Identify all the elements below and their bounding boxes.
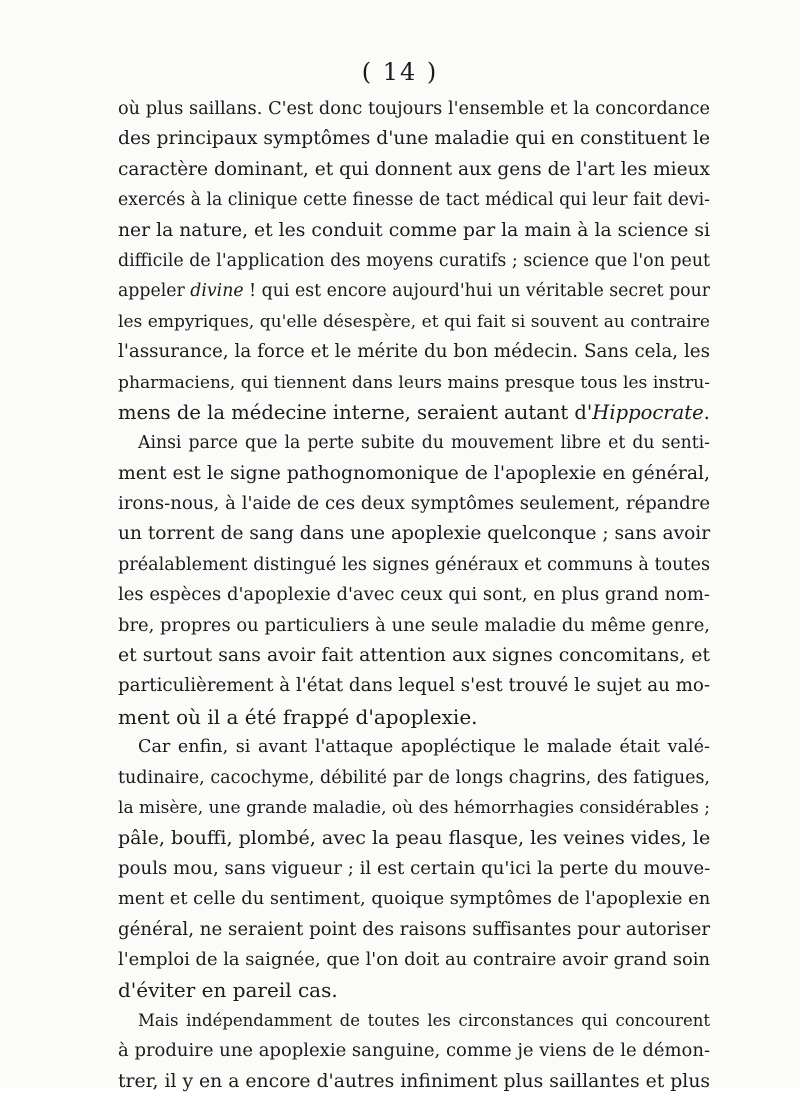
text-line: ment et celle du sentiment, quoique symptômes de l'apoplexie en [118,888,711,910]
text-line: mens de la médecine interne, seraient autant d'Hippocrate. [118,400,710,424]
text-line: général, ne seraient point des raisons suffisantes pour autoriser [118,918,711,940]
italic-emphasis: divine [190,281,244,302]
body-text [118,94,710,1097]
text-line: pouls mou, sans vigueur ; il est certain qu'ici la perte du mouve- [118,857,711,879]
text-line: trer, il y en a encore d'autres infiniment plus saillantes et plus [118,1070,711,1092]
text-line: Ainsi parce que la perte subite du mouvement libre et du senti- [138,433,710,454]
page-number: ( 14 ) [361,58,439,86]
text-line: Mais indépendamment de toutes les circonstances qui concourent [138,1010,710,1030]
text-line: ment où il a été frappé d'apoplexie. [118,704,478,729]
text-line: un torrent de sang dans une apoplexie quelconque ; sans avoir [118,523,711,545]
text-line: la misère, une grande maladie, où des hémorrhagies considérables ; [118,797,710,818]
text-line: Car enfin, si avant l'attaque apopléctique le malade était valé- [138,737,710,758]
text-line: ner la nature, et les conduit comme par la main à la science si [118,219,710,241]
text-line: où plus saillans. C'est donc toujours l'ensemble et la concordance [118,99,710,119]
italic-emphasis: Hippocrate [592,400,704,424]
text-line: d'éviter en pareil cas. [118,978,338,1003]
text-line: particulièrement à l'état dans lequel s'est trouvé le sujet au mo- [118,675,711,697]
text-line: les empyriques, qu'elle désespère, et qui fait si souvent au contraire [118,311,710,332]
text-line: à produire une apoplexie sanguine, comme je viens de le démon- [118,1040,711,1062]
text-line: exercés à la clinique cette finesse de tact médical qui leur fait devi- [118,190,710,211]
text-line: et surtout sans avoir fait attention aux signes concomitans, et [118,645,710,667]
text-line: pâle, bouffi, plombé, avec la peau flasque, les veines vides, le [118,827,711,850]
text-line: caractère dominant, et qui donnent aux gens de l'art les mieux [118,158,710,180]
text-line: bre, propres ou particuliers à une seule maladie du même genre, [118,614,710,636]
paragraph-1 [118,94,710,428]
text-line: préalablement distingué les signes généraux et communs à toutes [118,554,711,575]
text-line: irons-nous, à l'aide de ces deux symptômes seulement, répandre [118,493,710,515]
text-line: pharmaciens, qui tiennent dans leurs mains presque tous les instru- [118,372,710,393]
text-line: difficile de l'application des moyens curatifs ; science que l'on peut [118,250,710,271]
text-line: des principaux symptômes d'une maladie qui en constituent le [118,128,710,150]
text-line: l'assurance, la force et le mérite du bon médecin. Sans cela, les [118,341,710,363]
paragraph-4 [118,1006,710,1097]
text-line: l'emploi de la saignée, que l'on doit au contraire avoir grand soin [118,948,710,970]
text-line: les espèces d'apoplexie d'avec ceux qui sont, en plus grand nom- [118,584,710,606]
text-line: ment est le signe pathognomonique de l'apoplexie en général, [118,462,710,484]
text-line: tudinaire, cacochyme, débilité par de longs chagrins, des fatigues, [118,767,710,788]
paragraph-2 [118,428,710,732]
text-line: appeler divine ! qui est encore aujourd'hui un véritable secret pour [118,281,710,302]
paragraph-3 [118,732,710,1006]
